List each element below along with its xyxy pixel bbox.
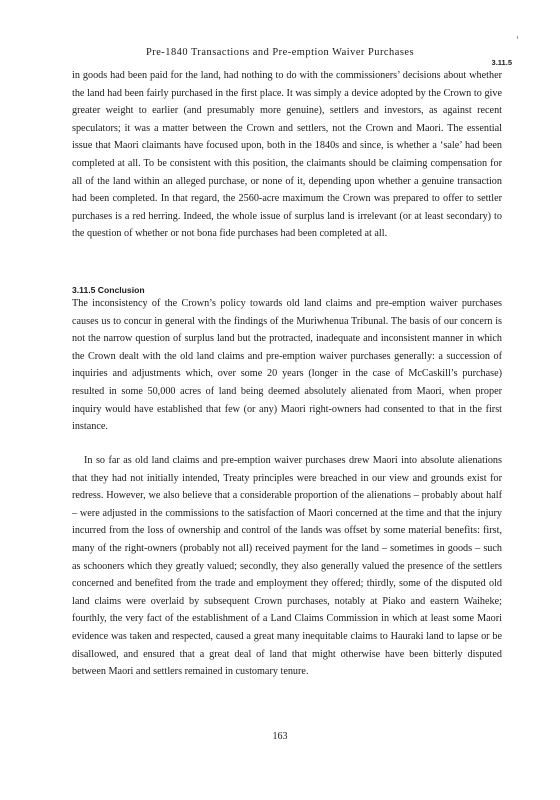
- section-reference: 3.11.5: [491, 58, 512, 67]
- running-head: Pre-1840 Transactions and Pre-emption Waiver Purchases: [145, 47, 415, 58]
- margin-mark: [517, 36, 518, 39]
- paragraph-2: The inconsistency of the Crown’s policy towards old land claims and pre-emption waiver purchases causes us to concur in general with the findings of the Muriwhenua Tribunal. The basis of our concern is not the narrow question of surplus land but the protracted, inadequate and inconsistent manner in which the Crown dealt with the old land claims and pre-emption waiver purchases generally: a succession of inquiries and adjustments which, over some 20 years (longer in the case of McCaskill’s purchase) resulted in some 50,000 acres of land being deemed absolutely alienated from Maori, when proper inquiry would have established that few (or any) Maori right-owners had consented to that in the first instance.: [72, 298, 502, 433]
- page-number: 163: [272, 731, 288, 742]
- paragraph-1: in goods had been paid for the land, had nothing to do with the commissioners’ decisions about whether the land had been fairly purchased in the first place. It was simply a device adopted by the Crown to give greater weight to earlier (and presumably more genuine), settlers and investors, as against recent speculators; it was a matter between the Crown and settlers, not the Crown and Maori. The essential issue that Maori claimants have focused upon, both in the 1840s and since, is whether a ‘sale’ had been completed at all. To be consistent with this position, the claimants should be claiming compensation for all of the land within an alleged purchase, or none of it, depending upon whether a genuine transaction had been completed. In that regard, the 2560-acre maximum the Crown was prepared to offer to settler purchases is a red herring. Indeed, the whole issue of surplus land is irrelevant (or at least secondary) to the question of whether or not bona fide purchases had been completed at all.: [72, 70, 502, 240]
- paragraph-3: In so far as old land claims and pre-emption waiver purchases drew Maori into absolute alienations that they had not initially intended, Treaty principles were breached in our view and grounds exist for redress. However, we also believe that a considerable proportion of the alienations – probably about half – were adjusted in the commissions to the satisfaction of Maori concerned at the time and that the injury incurred from the loss of ownership and control of the lands was offset by some material benefits: first, many of the right-owners (probably not all) received payment for the land – sometimes in goods – such as schooners which they greatly valued; secondly, they also generally valued the presence of the settlers concerned and benefited from the trade and employment they offered; thirdly, some of the disputed old land claims were overlaid by subsequent Crown purchases, notably at Piako and eastern Waiheke; fourthly, the very fact of the establishment of a Land Claims Commission in which at least some Maori evidence was taken and respected, caused a great many inequitable claims to Hauraki land to lapse or be disallowed, and ensured that a great deal of land that might otherwise have been bitterly disputed between Maori and settlers remained in customary tenure.: [72, 455, 502, 678]
- section-heading: 3.11.5 Conclusion: [72, 285, 145, 295]
